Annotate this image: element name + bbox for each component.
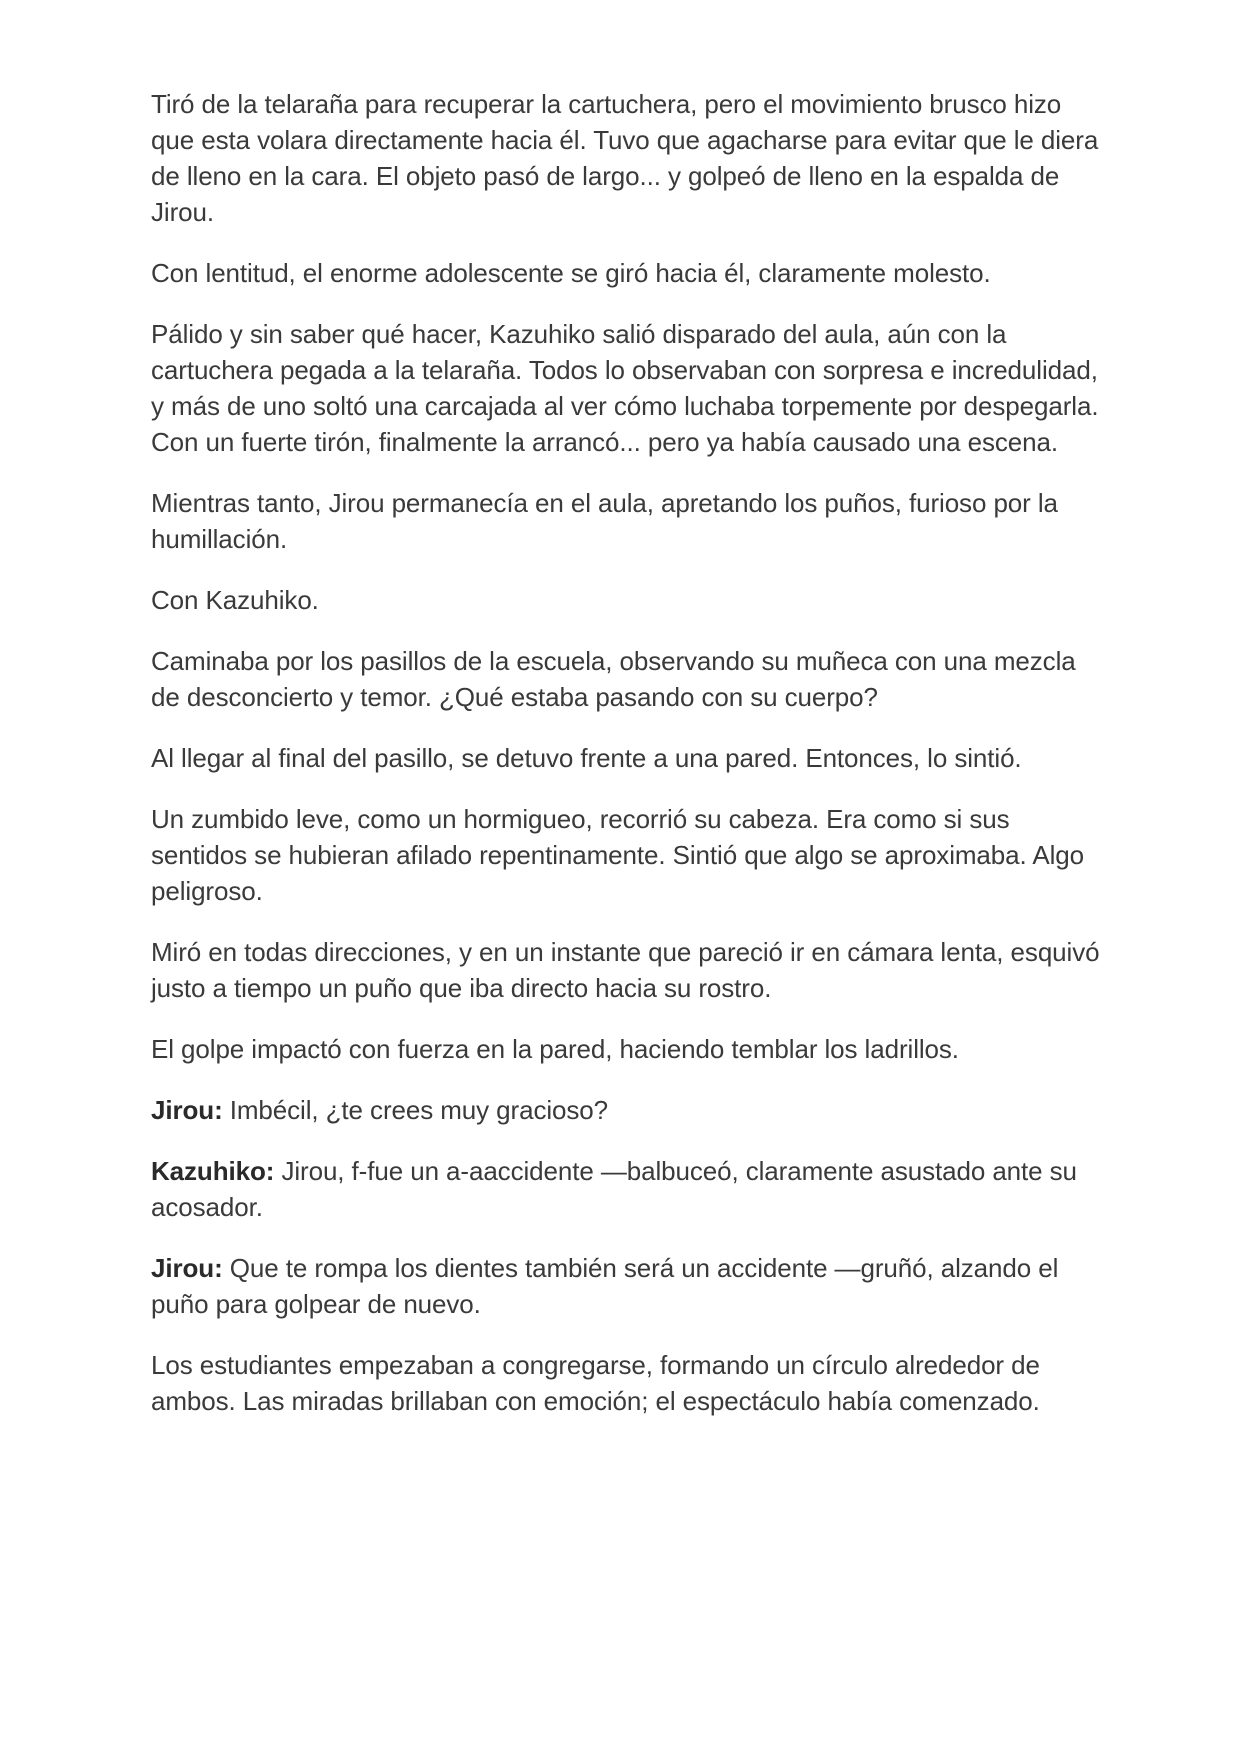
dialogue-line-1 bbox=[151, 1092, 1101, 1128]
paragraph-8 bbox=[151, 801, 1101, 909]
paragraph-text: Pálido y sin saber qué hacer, Kazuhiko salió disparado del aula, aún con la cartuchera pegada a la telaraña. Todos lo observaban con sorpresa e incredulidad, y más de uno soltó una carcajada al ver cómo luchaba torpemente por despegarla. Con un fuerte tirón, finalmente la arrancó... pero ya había causado una escena. bbox=[151, 319, 1099, 457]
paragraph-text: Mientras tanto, Jirou permanecía en el aula, apretando los puños, furioso por la humillación. bbox=[151, 488, 1058, 554]
paragraph-6 bbox=[151, 643, 1101, 715]
paragraph-2 bbox=[151, 255, 1101, 291]
paragraph-text: Con Kazuhiko. bbox=[151, 585, 319, 615]
dialogue-text: Imbécil, ¿te crees muy gracioso? bbox=[222, 1095, 609, 1125]
paragraph-5 bbox=[151, 582, 1101, 618]
paragraph-text: Un zumbido leve, como un hormigueo, recorrió su cabeza. Era como si sus sentidos se hubieran afilado repentinamente. Sintió que algo se aproximaba. Algo peligroso. bbox=[151, 804, 1084, 906]
paragraph-text: Al llegar al final del pasillo, se detuvo frente a una pared. Entonces, lo sintió. bbox=[151, 743, 1022, 773]
paragraph-3 bbox=[151, 316, 1101, 460]
document-page bbox=[151, 86, 1101, 1444]
speaker-name: Kazuhiko: bbox=[151, 1156, 275, 1186]
speaker-name: Jirou: bbox=[151, 1253, 223, 1283]
paragraph-text: Caminaba por los pasillos de la escuela, observando su muñeca con una mezcla de desconcierto y temor. ¿Qué estaba pasando con su cuerpo? bbox=[151, 646, 1076, 712]
dialogue-line-3 bbox=[151, 1250, 1101, 1322]
paragraph-text: El golpe impactó con fuerza en la pared, haciendo temblar los ladrillos. bbox=[151, 1034, 959, 1064]
paragraph-7 bbox=[151, 740, 1101, 776]
paragraph-9 bbox=[151, 934, 1101, 1006]
paragraph-1 bbox=[151, 86, 1101, 230]
paragraph-text: Con lentitud, el enorme adolescente se giró hacia él, claramente molesto. bbox=[151, 258, 991, 288]
paragraph-14 bbox=[151, 1347, 1101, 1419]
dialogue-text: Que te rompa los dientes también será un accidente —gruñó, alzando el puño para golpear de nuevo. bbox=[151, 1253, 1059, 1319]
dialogue-line-2 bbox=[151, 1153, 1101, 1225]
paragraph-text: Tiró de la telaraña para recuperar la cartuchera, pero el movimiento brusco hizo que esta volara directamente hacia él. Tuvo que agacharse para evitar que le diera de lleno en la cara. El objeto pasó de largo... y golpeó de lleno en la espalda de Jirou. bbox=[151, 89, 1099, 227]
paragraph-4 bbox=[151, 485, 1101, 557]
dialogue-text: Jirou, f-fue un a-aaccidente —balbuceó, claramente asustado ante su acosador. bbox=[151, 1156, 1077, 1222]
paragraph-text: Miró en todas direcciones, y en un instante que pareció ir en cámara lenta, esquivó justo a tiempo un puño que iba directo hacia su rostro. bbox=[151, 937, 1100, 1003]
paragraph-10 bbox=[151, 1031, 1101, 1067]
speaker-name: Jirou: bbox=[151, 1095, 223, 1125]
paragraph-text: Los estudiantes empezaban a congregarse, formando un círculo alrededor de ambos. Las miradas brillaban con emoción; el espectáculo había comenzado. bbox=[151, 1350, 1040, 1416]
